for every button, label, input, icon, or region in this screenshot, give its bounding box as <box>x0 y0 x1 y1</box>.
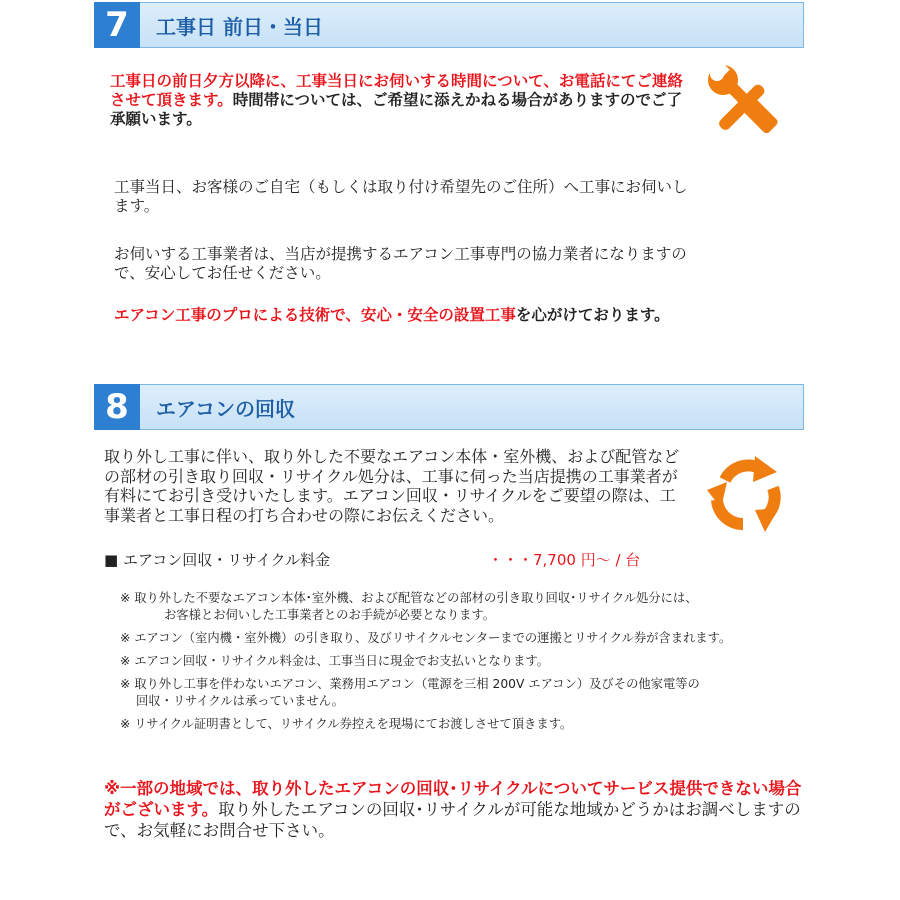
note-line-continued: 回収・リサイクルは承っていません。 <box>136 694 345 708</box>
section-7-header <box>94 2 804 48</box>
section-8-header <box>94 384 804 430</box>
section-7-paragraph-4-emphasis: エアコン工事のプロによる技術で、安心・安全の設置工事 <box>114 306 516 324</box>
section-7-paragraph-2: 工事当日、お客様のご自宅（もしくは取り付け希望先のご住所）へ工事にお伺いします。 <box>114 178 688 215</box>
regional-service-notice-rest: 取り外したエアコンの回収･リサイクルが可能な地域かどうかはお調べしますので、お気軽にお問合せ下さい。 <box>104 800 801 840</box>
note-line: ※ エアコン（室内機・室外機）の引き取り、及びリサイクルセンターまでの運搬とリサイクル券が含まれます。 <box>120 631 732 645</box>
note-line: ※ 取り外した不要なエアコン本体･室外機、および配管などの部材の引き取り回収･リサイクル処分には、 <box>120 591 698 605</box>
note-item <box>120 716 810 733</box>
recycle-fee-row <box>104 549 664 570</box>
section-7-paragraph-3: お伺いする工事業者は、当店が提携するエアコン工事専門の協力業者になりますので、安心してお任せください。 <box>114 245 687 282</box>
recycle-icon <box>703 450 789 536</box>
section-8-paragraph: 取り外し工事に伴い、取り外した不要なエアコン本体・室外機、および配管などの部材の引き取り回収・リサイクル処分は、工事に伺った当店提携の工事業者が有料にてお引き受けいたします。エアコン回収・リサイクルをご要望の際は、工事業者と工事日程の打ち合わせの際にお伝えください。 <box>104 447 680 525</box>
section-8-title: エアコンの回収 <box>156 396 295 421</box>
tools-icon <box>705 62 787 144</box>
recycle-fee-price: ・・・7,700 円～ / 台 <box>488 551 641 569</box>
note-line-continued: お客様とお伺いした工事業者とのお手続が必要となります。 <box>164 608 496 622</box>
section-8-number: 8 <box>94 384 140 430</box>
regional-service-notice-emphasis: ※一部の地域では、取り外したエアコンの回収･リサイクルについてサービス提供できない場合がございます。 <box>104 779 802 819</box>
note-item <box>120 630 810 647</box>
section-7-paragraph-4-rest: を心がけております。 <box>515 306 670 324</box>
regional-service-notice <box>104 778 809 841</box>
note-item <box>120 653 810 670</box>
section-7-paragraph-1 <box>110 72 690 129</box>
note-line: ※ リサイクル証明書として、リサイクル券控えを現場にてお渡しさせて頂きます。 <box>120 717 573 731</box>
note-line: ※ エアコン回収・リサイクル料金は、工事当日に現金でお支払いとなります。 <box>120 654 549 668</box>
section-7-title: 工事日 前日・当日 <box>156 14 323 39</box>
section-7-number: 7 <box>94 2 140 48</box>
section-7-paragraph-4 <box>114 306 764 325</box>
section-7-paragraph-1-rest: 時間帯については、ご希望に添えかねる場合がありますのでご了承願います。 <box>110 91 682 128</box>
recycle-notes <box>120 590 810 739</box>
note-line: ※ 取り外し工事を伴わないエアコン、業務用エアコン（電源を三相 200V エアコン）及びその他家電等の <box>120 677 700 691</box>
note-item <box>120 590 810 624</box>
recycle-fee-label: ■ エアコン回収・リサイクル料金 <box>104 551 331 569</box>
section-7-paragraph-1-emphasis: 工事日の前日夕方以降に、工事当日にお伺いする時間について、お電話にてご連絡させて頂きます。 <box>110 72 683 109</box>
note-item <box>120 676 810 710</box>
